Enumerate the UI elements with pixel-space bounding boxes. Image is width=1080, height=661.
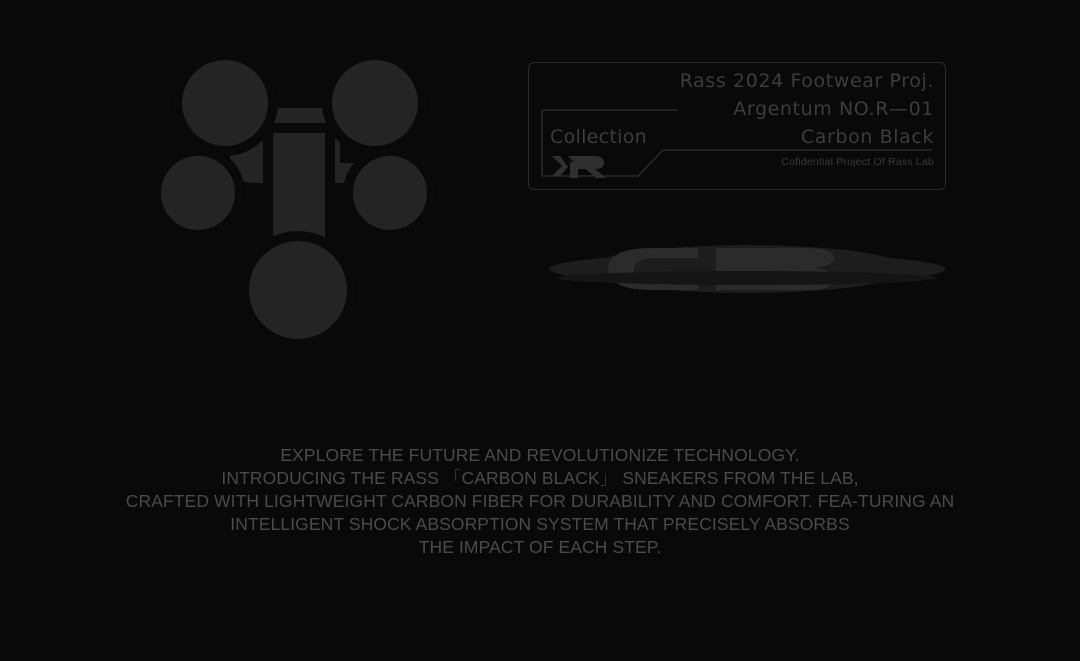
description-line-3: CRAFTED WITH LIGHTWEIGHT CARBON FIBER FOR DURABILITY AND COMFORT. FEA-TURING AN INTELLIGENT SHOCK ABSORPTION SYSTEM THAT PRECISELY ABSORBS xyxy=(125,491,955,534)
spec-title-project: Rass 2024 Footwear Proj. xyxy=(679,70,934,92)
description-line-2: INTRODUCING THE RASS 「CARBON BLACK」 SNEAKERS FROM THE LAB, xyxy=(221,468,859,488)
spec-confidential-note: Cofidential Project Of Rass Lab xyxy=(781,156,934,168)
spec-collection-label: Collection xyxy=(550,126,647,148)
emblem-node-mid-left xyxy=(156,151,240,235)
emblem-node-bottom xyxy=(244,236,352,344)
carbon-black-wordmark xyxy=(548,238,946,300)
emblem-graphic xyxy=(150,28,450,348)
emblem-node-top-right xyxy=(327,55,423,151)
rass-node-emblem xyxy=(150,28,450,348)
spec-card xyxy=(528,62,946,190)
spec-title-colorway: Carbon Black xyxy=(800,126,934,148)
spec-title-model: Argentum NO.R—01 xyxy=(733,98,934,120)
emblem-node-mid-right xyxy=(348,151,432,235)
rass-r-logo-icon xyxy=(548,152,618,182)
product-description xyxy=(0,444,1080,559)
description-line-1: EXPLORE THE FUTURE AND REVOLUTIONIZE TECHNOLOGY. xyxy=(280,445,800,465)
emblem-node-top-left xyxy=(177,55,273,151)
wordmark-graphic xyxy=(548,238,946,300)
description-line-4: THE IMPACT OF EACH STEP. xyxy=(418,537,662,557)
